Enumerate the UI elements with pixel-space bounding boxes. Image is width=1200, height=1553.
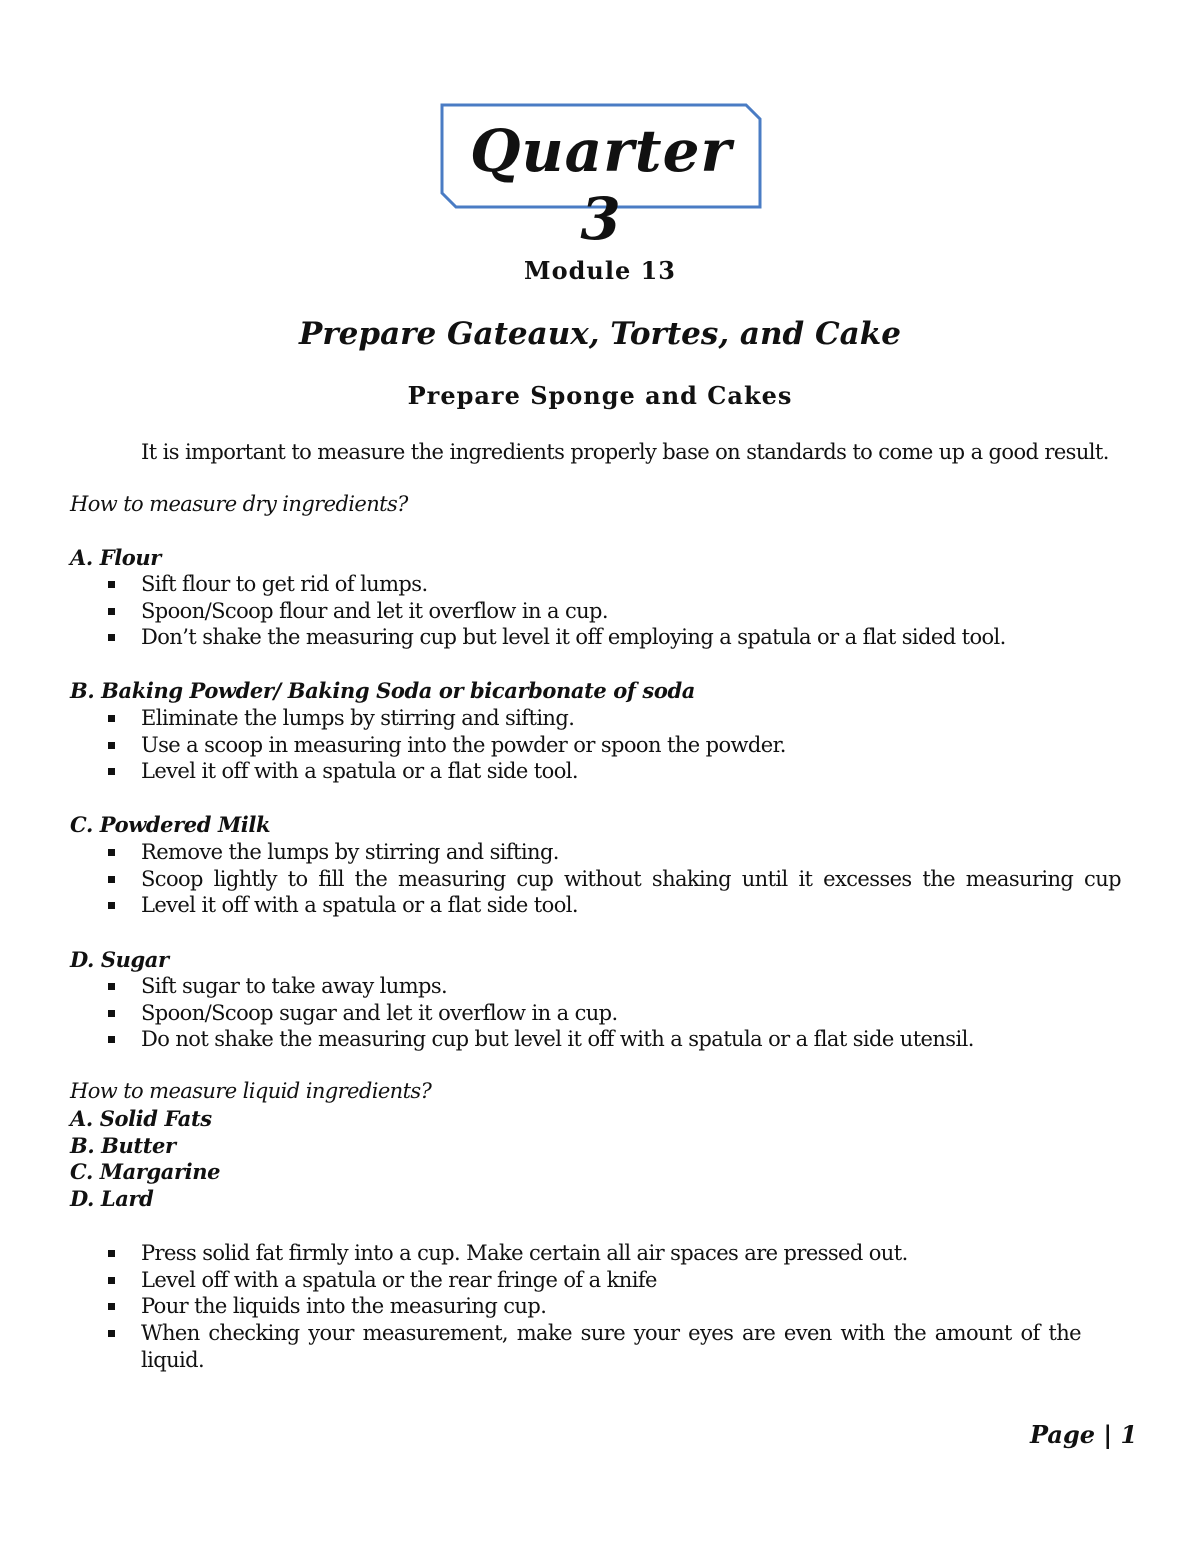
intro-paragraph: It is important to measure the ingredients properly base on standards to come up a good result. (141, 440, 1109, 464)
bullet-icon (108, 1277, 115, 1284)
list-item: Eliminate the lumps by stirring and sifting. (0, 705, 1121, 732)
bullet-icon (108, 581, 115, 588)
bullet-icon (108, 608, 115, 615)
bullet-icon (108, 715, 115, 722)
page-number: Page | 1 (1030, 1420, 1138, 1449)
bullet-icon (108, 849, 115, 856)
list-item: Spoon/Scoop sugar and let it overflow in a cup. (0, 1000, 1121, 1027)
list-item: Pour the liquids into the measuring cup. (0, 1293, 1121, 1320)
bullet-icon (108, 876, 115, 883)
bullet-icon (108, 1250, 115, 1257)
list-item: Remove the lumps by stirring and sifting. (0, 839, 1121, 866)
quarter-label: Quarter 3 (469, 117, 733, 253)
section-heading-sugar: D. Sugar (70, 947, 169, 972)
sugar-list (0, 973, 1121, 1053)
bullet-icon (108, 1303, 115, 1310)
section-heading-lard: D. Lard (70, 1186, 154, 1211)
section-heading-butter: B. Butter (70, 1133, 176, 1158)
list-item: Scoop lightly to fill the measuring cup without shaking until it excesses the measuring cup (0, 866, 1121, 893)
section-heading-baking-powder: B. Baking Powder/ Baking Soda or bicarbonate of soda (70, 678, 695, 703)
bullet-icon (108, 902, 115, 909)
module-number: Module 13 (524, 256, 676, 285)
list-item: Sift sugar to take away lumps. (0, 973, 1121, 1000)
list-item: Sift flour to get rid of lumps. (0, 571, 1121, 598)
bullet-icon (108, 1036, 115, 1043)
bullet-icon (108, 1010, 115, 1017)
baking-powder-list (0, 705, 1121, 785)
section-heading-flour: A. Flour (70, 545, 161, 570)
list-item: Level off with a spatula or the rear fringe of a knife (0, 1267, 1121, 1294)
bullet-icon (108, 634, 115, 641)
bullet-icon (108, 768, 115, 775)
list-item: Level it off with a spatula or a flat side tool. (0, 892, 1121, 919)
list-item: Press solid fat firmly into a cup. Make certain all air spaces are pressed out. (0, 1240, 1121, 1267)
list-item: Don’t shake the measuring cup but level it off employing a spatula or a flat sided tool. (0, 624, 1121, 651)
bullet-icon (108, 1330, 115, 1337)
flour-list (0, 571, 1121, 651)
section-heading-powdered-milk: C. Powdered Milk (70, 812, 271, 837)
page-subtitle: Prepare Sponge and Cakes (407, 381, 793, 410)
liquid-list (0, 1240, 1121, 1374)
page-title: Prepare Gateaux, Tortes, and Cake (299, 316, 901, 352)
list-item: Spoon/Scoop flour and let it overflow in a cup. (0, 598, 1121, 625)
dry-question: How to measure dry ingredients? (70, 492, 408, 516)
list-item: Do not shake the measuring cup but level it off with a spatula or a flat side utensil. (0, 1026, 1121, 1053)
list-item: Level it off with a spatula or a flat side tool. (0, 758, 1121, 785)
bullet-icon (108, 983, 115, 990)
liquid-question: How to measure liquid ingredients? (70, 1079, 432, 1103)
section-heading-margarine: C. Margarine (70, 1159, 221, 1184)
section-heading-solid-fats: A. Solid Fats (70, 1106, 212, 1131)
quarter-banner (440, 103, 762, 253)
list-item: Use a scoop in measuring into the powder or spoon the powder. (0, 732, 1121, 759)
powdered-milk-list (0, 839, 1121, 919)
bullet-icon (108, 742, 115, 749)
list-item: When checking your measurement, make sure your eyes are even with the amount of the liquid. (0, 1320, 1081, 1373)
